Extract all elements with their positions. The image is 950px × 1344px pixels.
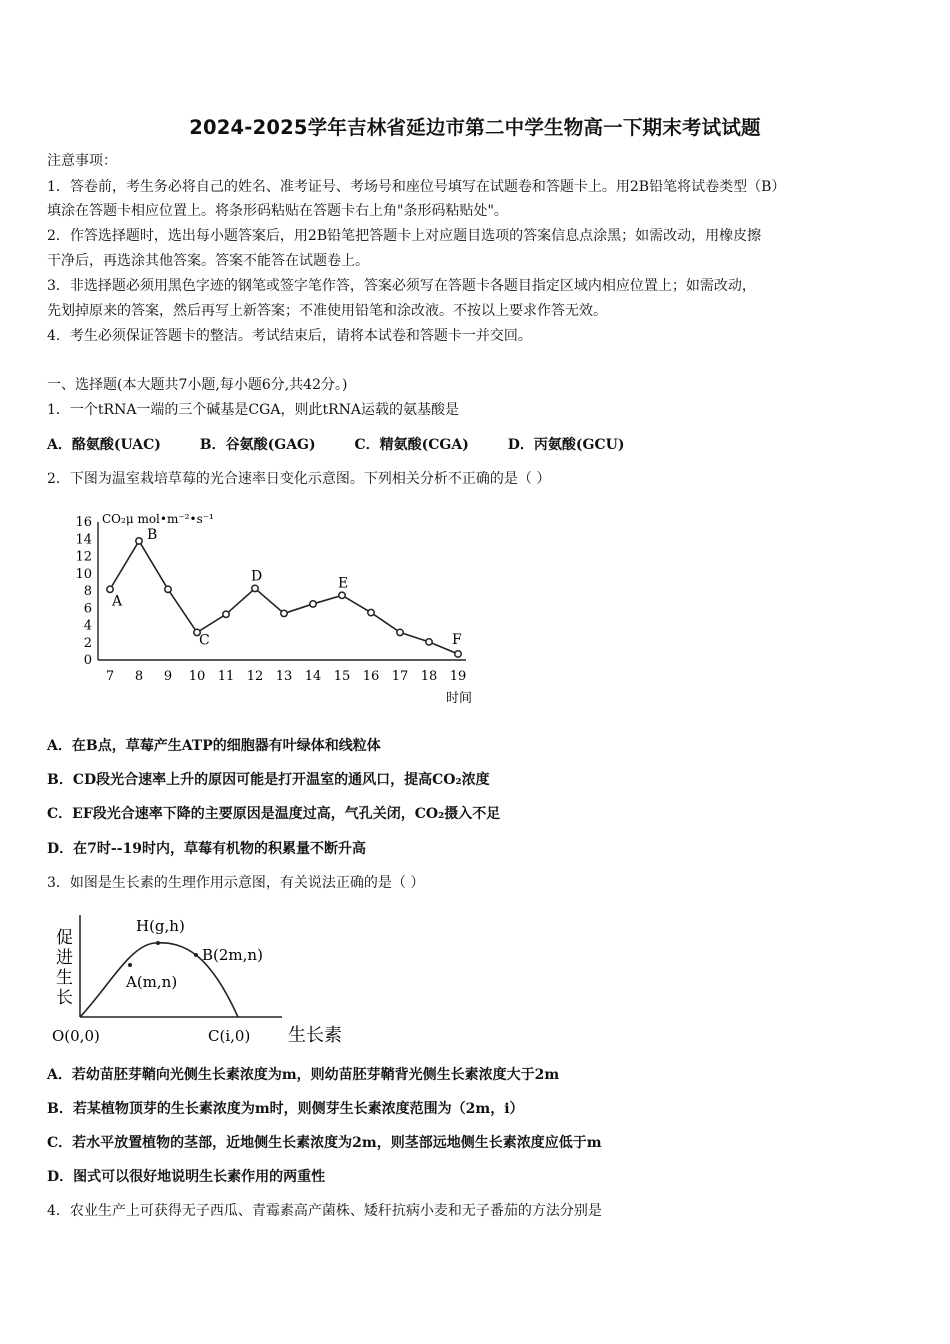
notice-item: 1．答卷前，考生务必将自己的姓名、准考证号、考场号和座位号填写在试题卷和答题卡上。用2B铅笔将试卷类型（B） [47,179,786,195]
point-label: A [112,593,123,610]
x-tick-label: 16 [362,669,380,684]
data-point [136,538,142,544]
question-4-stem: 4．农业生产上可获得无子西瓜、青霉素高产菌株、矮秆抗病小麦和无子番茄的方法分别是 [47,1203,602,1219]
photosynthesis-chart [68,508,488,713]
section-heading: 一、选择题(本大题共7小题,每小题6分,共42分。) [47,377,348,393]
notice-item: 4．考生必须保证答题卡的整洁。考试结束后，请将本试卷和答题卡一并交回。 [47,328,532,344]
data-point [165,586,171,592]
question-2-option: A．在B点，草莓产生ATP的细胞器有叶绿体和线粒体 [47,738,381,754]
data-point [455,651,461,657]
x-tick-label: 18 [420,669,438,684]
y-tick-label: 8 [83,584,92,599]
notice-item: 3．非选择题必须用黑色字迹的钢笔或签字笔作答，答案必须写在答题卡各题目指定区域内相应位置上；如需改动， [47,278,756,294]
option: A．酪氨酸(UAC) [47,437,161,453]
notice-heading: 注意事项： [47,153,117,169]
auxin-curve-chart [50,905,360,1050]
question-3-option: B．若某植物顶芽的生长素浓度为m时，则侧芽生长素浓度范围为（2m，i） [47,1101,524,1117]
data-point [107,586,113,592]
y-axis-label [56,928,78,1008]
point-b [194,953,198,957]
question-1-stem: 1．一个tRNA一端的三个碱基是CGA，则此tRNA运载的氨基酸是 [47,402,459,418]
x-tick-label: 17 [391,669,409,684]
question-3-option: A．若幼苗胚芽鞘向光侧生长素浓度为m，则幼苗胚芽鞘背光侧生长素浓度大于2m [47,1067,560,1083]
option: C．精氨酸(CGA) [354,437,469,453]
y-tick-label: 0 [83,653,92,668]
notice-item: 填涂在答题卡相应位置上。将条形码粘贴在答题卡右上角"条形码粘贴处"。 [47,203,508,219]
x-tick-label: 19 [449,669,467,684]
y-tick-label: 12 [75,549,92,565]
x-tick-label: 14 [304,669,322,684]
question-2-stem: 2．下图为温室栽培草莓的光合速率日变化示意图。下列相关分析不正确的是（ ） [47,471,551,487]
y-tick-label: 14 [75,532,92,548]
data-point [426,639,432,645]
point-label: C [199,632,210,649]
x-tick-label: 9 [163,669,173,684]
chart-ticks [75,515,466,684]
y-tick-label: 6 [83,601,92,617]
x-tick-label: 11 [217,669,235,684]
y-axis-char: 长 [56,988,73,1008]
y-tick-label: 4 [83,618,92,634]
y-axis-char: 生 [56,968,73,988]
option: B．谷氨酸(GAG) [199,437,316,453]
x-tick-label: 7 [105,669,115,684]
point-c-label: C(i,0) [208,1027,251,1045]
question-1-options [47,434,658,456]
data-point [339,592,345,598]
point-label: D [251,568,263,585]
data-point [281,610,287,616]
x-tick-label: 8 [134,669,144,684]
data-point [252,585,258,591]
y-axis-label: CO₂μ mol•m⁻²•s⁻¹ [102,512,214,526]
question-3-option: C．若水平放置植物的茎部，近地侧生长素浓度为2m，则茎部远地侧生长素浓度应低于m [47,1135,602,1151]
series-line [110,541,458,654]
x-axis-label: 生长素 [288,1025,342,1046]
data-point [368,609,374,615]
x-tick-label: 15 [333,669,351,684]
point-b-label: B(2m,n) [202,946,263,964]
point-a-label: A(m,n) [126,973,178,991]
question-2-option: D．在7时--19时内，草莓有机物的积累量不断升高 [47,841,366,857]
point-a [128,963,132,967]
question-2-option: B．CD段光合速率上升的原因可能是打开温室的通风口，提高CO₂浓度 [47,772,490,788]
y-axis-char: 促 [56,928,73,948]
chart-points [107,527,462,657]
point-h-label: H(g,h) [136,917,185,935]
option: D．丙氨酸(GCU) [507,437,625,453]
x-tick-label: 12 [246,669,264,684]
x-tick-label: 10 [188,669,206,684]
point-label: E [338,575,349,592]
data-point [223,611,229,617]
notice-item: 2．作答选择题时，选出每小题答案后，用2B铅笔把答题卡上对应题目选项的答案信息点涂黑；如需改动，用橡皮擦 [47,228,762,244]
y-axis-char: 进 [56,948,73,968]
question-2-option: C．EF段光合速率下降的主要原因是温度过高，气孔关闭，CO₂摄入不足 [47,806,501,822]
question-3-stem: 3．如图是生长素的生理作用示意图，有关说法正确的是（ ） [47,875,425,891]
question-3-option: D．图式可以很好地说明生长素作用的两重性 [47,1169,326,1185]
point-o-label: O(0,0) [52,1027,100,1045]
point-label: B [147,526,158,543]
notice-item: 先划掉原来的答案，然后再写上新答案；不准使用铅笔和涂改液。不按以上要求作答无效。 [47,303,607,319]
y-tick-label: 10 [75,566,92,582]
notice-item: 干净后，再选涂其他答案。答案不能答在试题卷上。 [47,253,369,269]
y-tick-label: 2 [83,635,92,651]
point-label: F [452,631,462,648]
page-title: 2024-2025学年吉林省延边市第二中学生物高一下期末考试试题 [189,116,761,139]
data-point [397,629,403,635]
x-tick-label: 13 [275,669,293,684]
point-h [156,941,160,945]
x-axis-label: 时间 [446,691,473,706]
data-point [310,601,316,607]
y-tick-label: 16 [75,515,92,530]
